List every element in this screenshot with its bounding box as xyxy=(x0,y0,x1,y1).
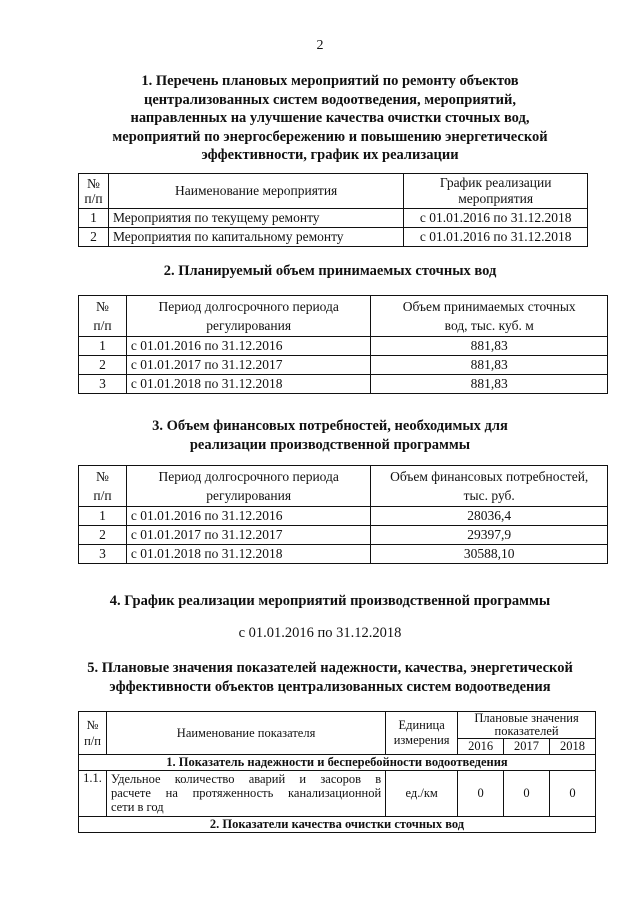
header-year-2016: 2016 xyxy=(458,739,504,755)
row-finance: 30588,10 xyxy=(371,545,608,564)
row-volume: 881,83 xyxy=(371,356,608,375)
row-num: 2 xyxy=(79,526,127,545)
section1-title-line: эффективности, график их реализации xyxy=(201,147,459,163)
section1-title-line: направленных на улучшение качества очистки сточных вод, xyxy=(130,110,530,126)
activities-table xyxy=(78,173,588,247)
header-activity-name: Наименование мероприятия xyxy=(108,174,403,209)
header-year-2017: 2017 xyxy=(504,739,550,755)
program-period: с 01.01.2016 по 31.12.2018 xyxy=(238,625,402,641)
section5-title xyxy=(40,659,620,696)
row-period: с 01.01.2018 по 31.12.2018 xyxy=(126,375,371,394)
header-period: Период долгосрочного периода регулирования xyxy=(126,296,371,337)
row-value-2017: 0 xyxy=(504,771,550,817)
header-num: № п/п xyxy=(79,174,109,209)
header-num: № п/п xyxy=(79,296,127,337)
row-activity: Мероприятия по капитальному ремонту xyxy=(108,228,403,247)
section5-title-line: эффективности объектов централизованных систем водоотведения xyxy=(109,678,551,695)
header-indicator-name: Наименование показателя xyxy=(106,712,385,755)
group-row xyxy=(79,817,596,833)
group-treatment-quality: 2. Показатели качества очистки сточных вод xyxy=(79,817,596,833)
table-header-row xyxy=(79,466,608,507)
row-period: с 01.01.2016 по 31.12.2016 xyxy=(126,507,371,526)
section5-title-line: 5. Плановые значения показателей надежности, качества, энергетической xyxy=(87,660,573,676)
section2-title: 2. Планируемый объем принимаемых сточных вод xyxy=(163,263,497,279)
financial-needs-table xyxy=(78,465,608,564)
table-header-row xyxy=(79,712,596,739)
row-value-2018: 0 xyxy=(550,771,596,817)
table-row xyxy=(79,228,588,247)
table-row xyxy=(79,356,608,375)
row-volume: 881,83 xyxy=(371,375,608,394)
section3-title-line: 3. Объем финансовых потребностей, необходимых для xyxy=(152,418,508,434)
row-indicator-name: Удельное количество аварий и засоров в расчете на протяженность канализационной сети в год xyxy=(106,771,385,817)
header-volume: Объем принимаемых сточных вод, тыс. куб. м xyxy=(371,296,608,337)
section3-title xyxy=(60,417,600,454)
row-finance: 28036,4 xyxy=(371,507,608,526)
section1-title-line: мероприятий по энергосбережению и повышению энергетической xyxy=(112,128,548,145)
header-period: Период долгосрочного периода регулирования xyxy=(126,466,371,507)
row-num: 2 xyxy=(79,356,127,375)
section1-title-line: 1. Перечень плановых мероприятий по ремонту объектов xyxy=(141,73,519,89)
table-row xyxy=(79,526,608,545)
group-row xyxy=(79,755,596,771)
wastewater-volume-table xyxy=(78,295,608,394)
row-num: 3 xyxy=(79,375,127,394)
row-schedule: с 01.01.2016 по 31.12.2018 xyxy=(404,228,588,247)
table-header-row xyxy=(79,296,608,337)
header-num: № п/п xyxy=(79,712,107,755)
row-num: 1.1. xyxy=(79,771,107,817)
section1-title xyxy=(60,72,600,165)
header-num: № п/п xyxy=(79,466,127,507)
section4-title: 4. График реализации мероприятий производственной программы xyxy=(109,593,551,609)
header-unit: Единица измерения xyxy=(386,712,458,755)
row-period: с 01.01.2017 по 31.12.2017 xyxy=(126,356,371,375)
row-volume: 881,83 xyxy=(371,337,608,356)
group-reliability: 1. Показатель надежности и бесперебойности водоотведения xyxy=(79,755,596,771)
row-unit: ед./км xyxy=(386,771,458,817)
indicators-table xyxy=(78,711,596,833)
row-num: 3 xyxy=(79,545,127,564)
row-num: 1 xyxy=(79,337,127,356)
header-year-2018: 2018 xyxy=(550,739,596,755)
row-period: с 01.01.2018 по 31.12.2018 xyxy=(126,545,371,564)
table-row xyxy=(79,337,608,356)
row-period: с 01.01.2016 по 31.12.2016 xyxy=(126,337,371,356)
row-finance: 29397,9 xyxy=(371,526,608,545)
row-activity: Мероприятия по текущему ремонту xyxy=(108,209,403,228)
row-num: 2 xyxy=(79,228,109,247)
table-row xyxy=(79,209,588,228)
section1-title-line: централизованных систем водоотведения, мероприятий, xyxy=(144,91,516,108)
header-schedule: График реализации мероприятия xyxy=(404,174,588,209)
table-row xyxy=(79,771,596,817)
page-number: 2 xyxy=(316,38,324,53)
row-period: с 01.01.2017 по 31.12.2017 xyxy=(126,526,371,545)
row-schedule: с 01.01.2016 по 31.12.2018 xyxy=(404,209,588,228)
row-num: 1 xyxy=(79,507,127,526)
table-row xyxy=(79,507,608,526)
section3-title-line: реализации производственной программы xyxy=(189,436,471,453)
row-num: 1 xyxy=(79,209,109,228)
header-planned-values: Плановые значения показателей xyxy=(458,712,596,739)
table-row xyxy=(79,545,608,564)
row-value-2016: 0 xyxy=(458,771,504,817)
header-finance: Объем финансовых потребностей, тыс. руб. xyxy=(371,466,608,507)
table-row xyxy=(79,375,608,394)
table-header-row xyxy=(79,174,588,209)
